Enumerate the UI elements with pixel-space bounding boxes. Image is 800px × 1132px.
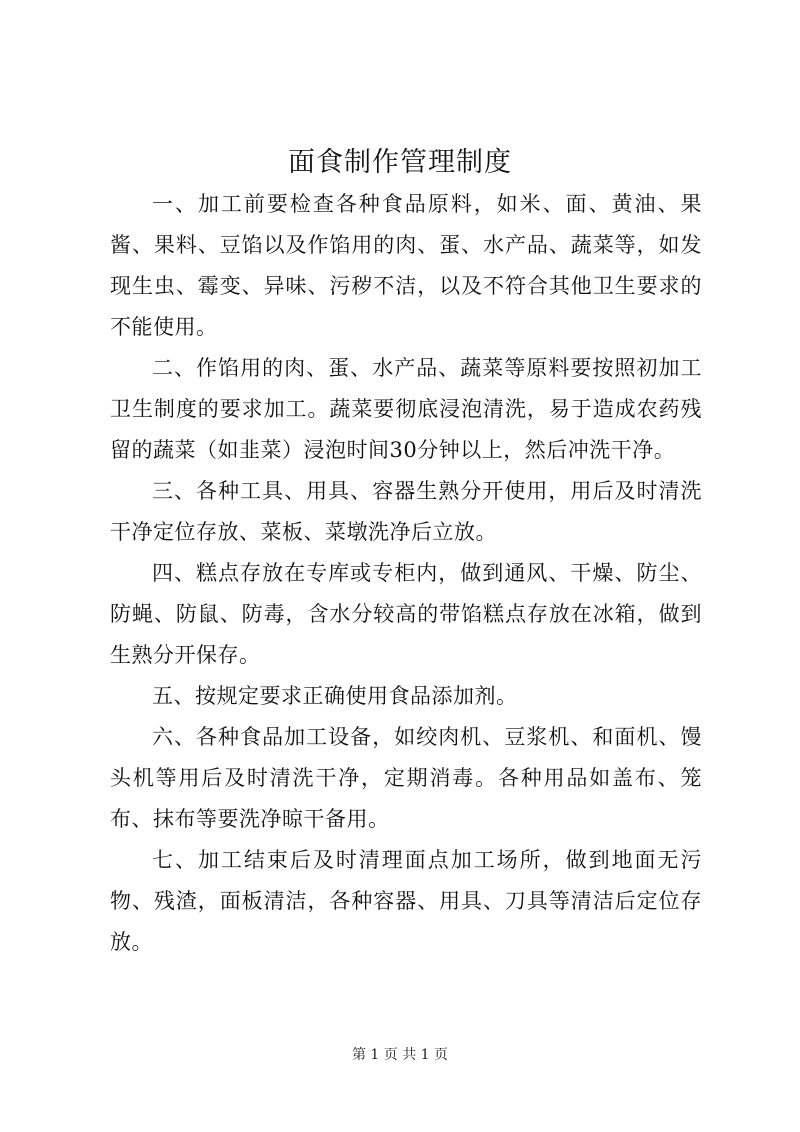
paragraph-2: 二、作馅用的肉、蛋、水产品、蔬菜等原料要按照初加工卫生制度的要求加工。蔬菜要彻底浸泡清洗，易于造成农药残留的蔬菜（如韭菜）浸泡时间30分钟以上，然后冲洗干净。 <box>110 356 702 462</box>
paragraph-3: 三、各种工具、用具、容器生熟分开使用，用后及时清洗干净定位存放、菜板、菜墩洗净后立放。 <box>110 479 702 544</box>
page-footer: 第 1 页 共 1 页 <box>351 1047 449 1063</box>
paragraph-5: 五、按规定要求正确使用食品添加剂。 <box>152 684 518 708</box>
document-title: 面食制作管理制度 <box>288 147 512 178</box>
paragraph-4: 四、糕点存放在专库或专柜内，做到通风、干燥、防尘、防蝇、防鼠、防毒，含水分较高的带馅糕点存放在冰箱，做到生熟分开保存。 <box>110 561 702 667</box>
paragraph-1: 一、加工前要检查各种食品原料，如米、面、黄油、果酱、果料、豆馅以及作馅用的肉、蛋、水产品、蔬菜等，如发现生虫、霉变、异味、污秽不洁，以及不符合其他卫生要求的不能使用。 <box>110 192 702 339</box>
paragraph-7: 七、加工结束后及时清理面点加工场所，做到地面无污物、残渣，面板清洁，各种容器、用具、刀具等清洁后定位存放。 <box>110 848 702 954</box>
paragraph-6: 六、各种食品加工设备，如绞肉机、豆浆机、和面机、馒头机等用后及时清洗干净，定期消毒。各种用品如盖布、笼布、抹布等要洗净晾干备用。 <box>110 725 702 831</box>
document-body <box>110 184 702 963</box>
